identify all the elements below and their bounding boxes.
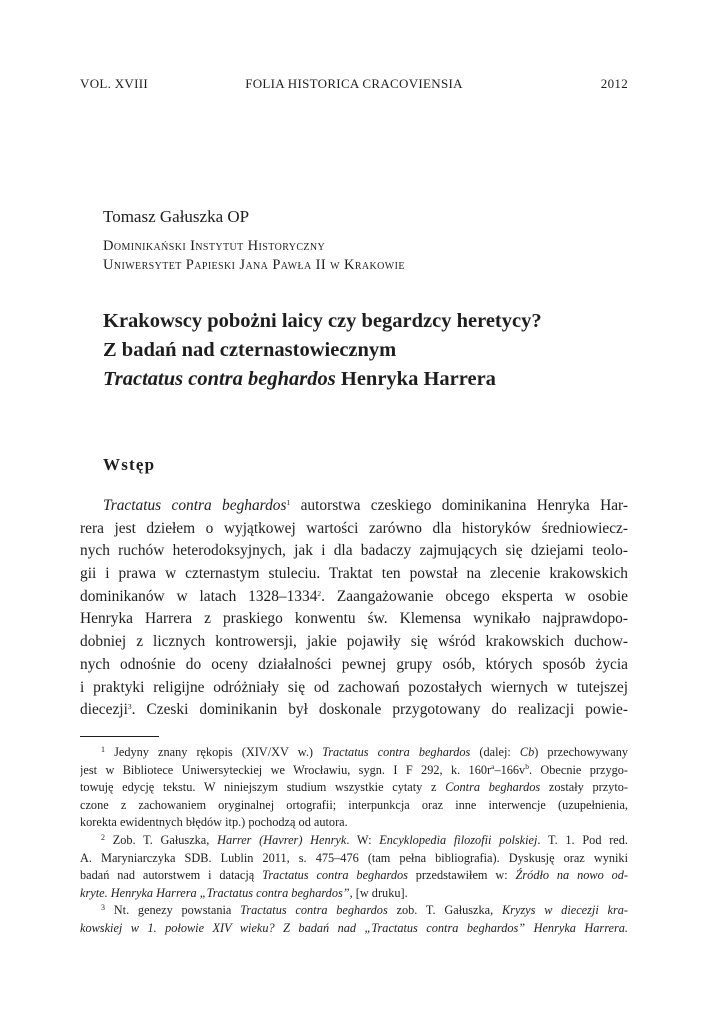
footnote-text: –166v (494, 762, 526, 777)
footnote-2-line (80, 885, 628, 903)
footnote-text: towuję edycję tekstu. W niniejszym studium wszystkie cytaty z (80, 780, 446, 795)
footnote-text: Jedyny znany rękopis (XIV/XV w.) (105, 745, 323, 759)
footnote-number: 3 (101, 903, 105, 913)
footnote-2-line: A. Maryniarczyka SDB. Lublin 2011, s. 475–476 (tam pełna bibliografia). Dyskusję oraz wyniki (80, 850, 628, 865)
footnote-number: 1 (101, 745, 105, 754)
title-rest-part: Henryka Harrera (335, 368, 496, 390)
footnote-italic: Harrer (Havrer) Henryk (217, 832, 347, 847)
footnote-italic: Cb (519, 745, 535, 759)
footnote-text: Nt. genezy powstania (105, 903, 241, 918)
section-heading: Wstęp (103, 455, 156, 474)
article-title (103, 307, 633, 394)
footnote-superscript: a (491, 761, 495, 771)
volume-label: VOL. XVIII (80, 76, 148, 91)
body-line: nych odnośnie do oceny działalności pewnej grupy osób, których sposób życia (80, 655, 628, 673)
body-line (80, 699, 628, 722)
body-line: rera jest dziełem o wyjątkowej wartości zarówno dla historyków średniowiecz- (80, 519, 628, 537)
footnote-1-line: czone z zachowaniem oryginalnej ortografii; interpunkcja oraz inne interwencje (uzupełnienia, (80, 797, 628, 812)
footnote-text: ) przechowywany (534, 745, 628, 759)
footnote-italic: Tractatus contra beghardos (240, 903, 388, 918)
footnote-1-line (80, 744, 628, 762)
footnote-superscript: b (525, 761, 529, 771)
body-line: i praktyki religijne odróżniały się od zachowań pozostałych wiernych w tutejszej (80, 678, 628, 696)
affiliation-institute: Dominikański Instytut Historyczny (103, 238, 326, 254)
footnote-number: 2 (101, 832, 105, 842)
footnote-text: (dalej: (470, 745, 520, 759)
body-line: Henryka Harrera z praskiego konwentu św. Klemensa wynikało najprawdopo- (80, 610, 628, 628)
running-head (80, 76, 628, 94)
footnote-1-line: korekta ewidentnych błędów itp.) pochodzą od autora. (80, 815, 348, 830)
body-line (80, 586, 628, 609)
footnote-text: jest w Bibliotece Uniwersyteckiej we Wrocławiu, sygn. I F 292, k. 160r (80, 762, 492, 777)
footnote-italic: kryte. Henryka Harrera „Tractatus contra beghardos” (80, 885, 350, 900)
footnote-text: przedstawiłem w: (407, 868, 516, 883)
footnote-2-line (80, 832, 628, 850)
footnote-italic: Encyklopedia filozofii polskiej (379, 832, 538, 847)
body-text: . Czeski dominikanin był doskonale przygotowany do realizacji powie- (131, 701, 628, 719)
journal-title: FOLIA HISTORICA CRACOVIENSIA (245, 76, 463, 91)
body-line: dobniej z licznych kontrowersji, jakie pojawiły się wśród krakowskich duchow- (80, 633, 628, 651)
footnote-text: . T. 1. Pod red. (537, 832, 628, 847)
footnote-text: badań nad autorstwem i datacją (80, 868, 263, 883)
footnote-3-line (80, 902, 628, 920)
affiliation-university: Uniwersytet Papieski Jana Pawła II w Krakowie (103, 257, 405, 273)
footnote-text: zostały przyto- (540, 780, 628, 795)
footnote-separator (80, 736, 159, 737)
footnote-2-line (80, 867, 628, 885)
footnote-ref-1[interactable]: 1 (286, 498, 291, 507)
body-line: gii i prawa w czternastym stuleciu. Traktat ten powstał na zlecenie krakowskich (80, 565, 628, 583)
footnote-text: Zob. T. Gałuszka, (105, 832, 218, 847)
footnote-italic: Źródło na nowo od- (515, 868, 628, 883)
author-name: Tomasz Gałuszka OP (103, 207, 250, 226)
footnote-text: zob. T. Gałuszka, (387, 903, 502, 918)
footnote-italic: Tractatus contra beghardos (262, 868, 408, 883)
footnote-text: , [w druku]. (349, 885, 408, 900)
body-italic: Tractatus contra beghardos (103, 497, 287, 514)
footnote-italic: Contra beghardos (445, 780, 541, 795)
footnote-1-line (80, 762, 628, 780)
body-line (80, 495, 628, 518)
footnote-ref-2[interactable]: 2 (317, 588, 322, 598)
footnote-italic: Tractatus contra beghardos (322, 745, 471, 759)
footnote-italic: Kryzys w diecezji kra- (501, 903, 628, 918)
title-line-2: Z badań nad czternastowiecznym (103, 339, 397, 361)
footnote-text: . W: (346, 832, 380, 847)
body-text: . Zaangażowanie obcego eksperta w osobie (321, 587, 628, 605)
title-italic-part: Tractatus contra beghardos (103, 368, 336, 390)
body-text: dominikanów w latach 1328–1334 (80, 587, 318, 605)
body-paragraph (80, 495, 628, 722)
footnote-italic: kowskiej w 1. połowie XIV wieku? Z badań nad „Tractatus contra beghardos” Henryka Harrera. (80, 920, 628, 935)
footnote-ref-3[interactable]: 3 (127, 702, 132, 712)
body-text: diecezji (80, 701, 128, 719)
footnote-1-line (80, 779, 628, 797)
title-line-1: Krakowscy pobożni laicy czy begardzcy heretycy? (103, 310, 542, 332)
body-text: autorstwa czeskiego dominikanina Henryka Har- (290, 497, 628, 514)
title-line-3 (103, 365, 633, 394)
footnotes (80, 744, 628, 938)
footnote-3-line (80, 920, 628, 938)
footnote-text: . Obecnie przygo- (528, 762, 628, 777)
year-label: 2012 (600, 76, 628, 91)
body-line: nych ruchów heterodoksyjnych, jak i dla badaczy zajmujących się dziejami teolo- (80, 542, 628, 560)
